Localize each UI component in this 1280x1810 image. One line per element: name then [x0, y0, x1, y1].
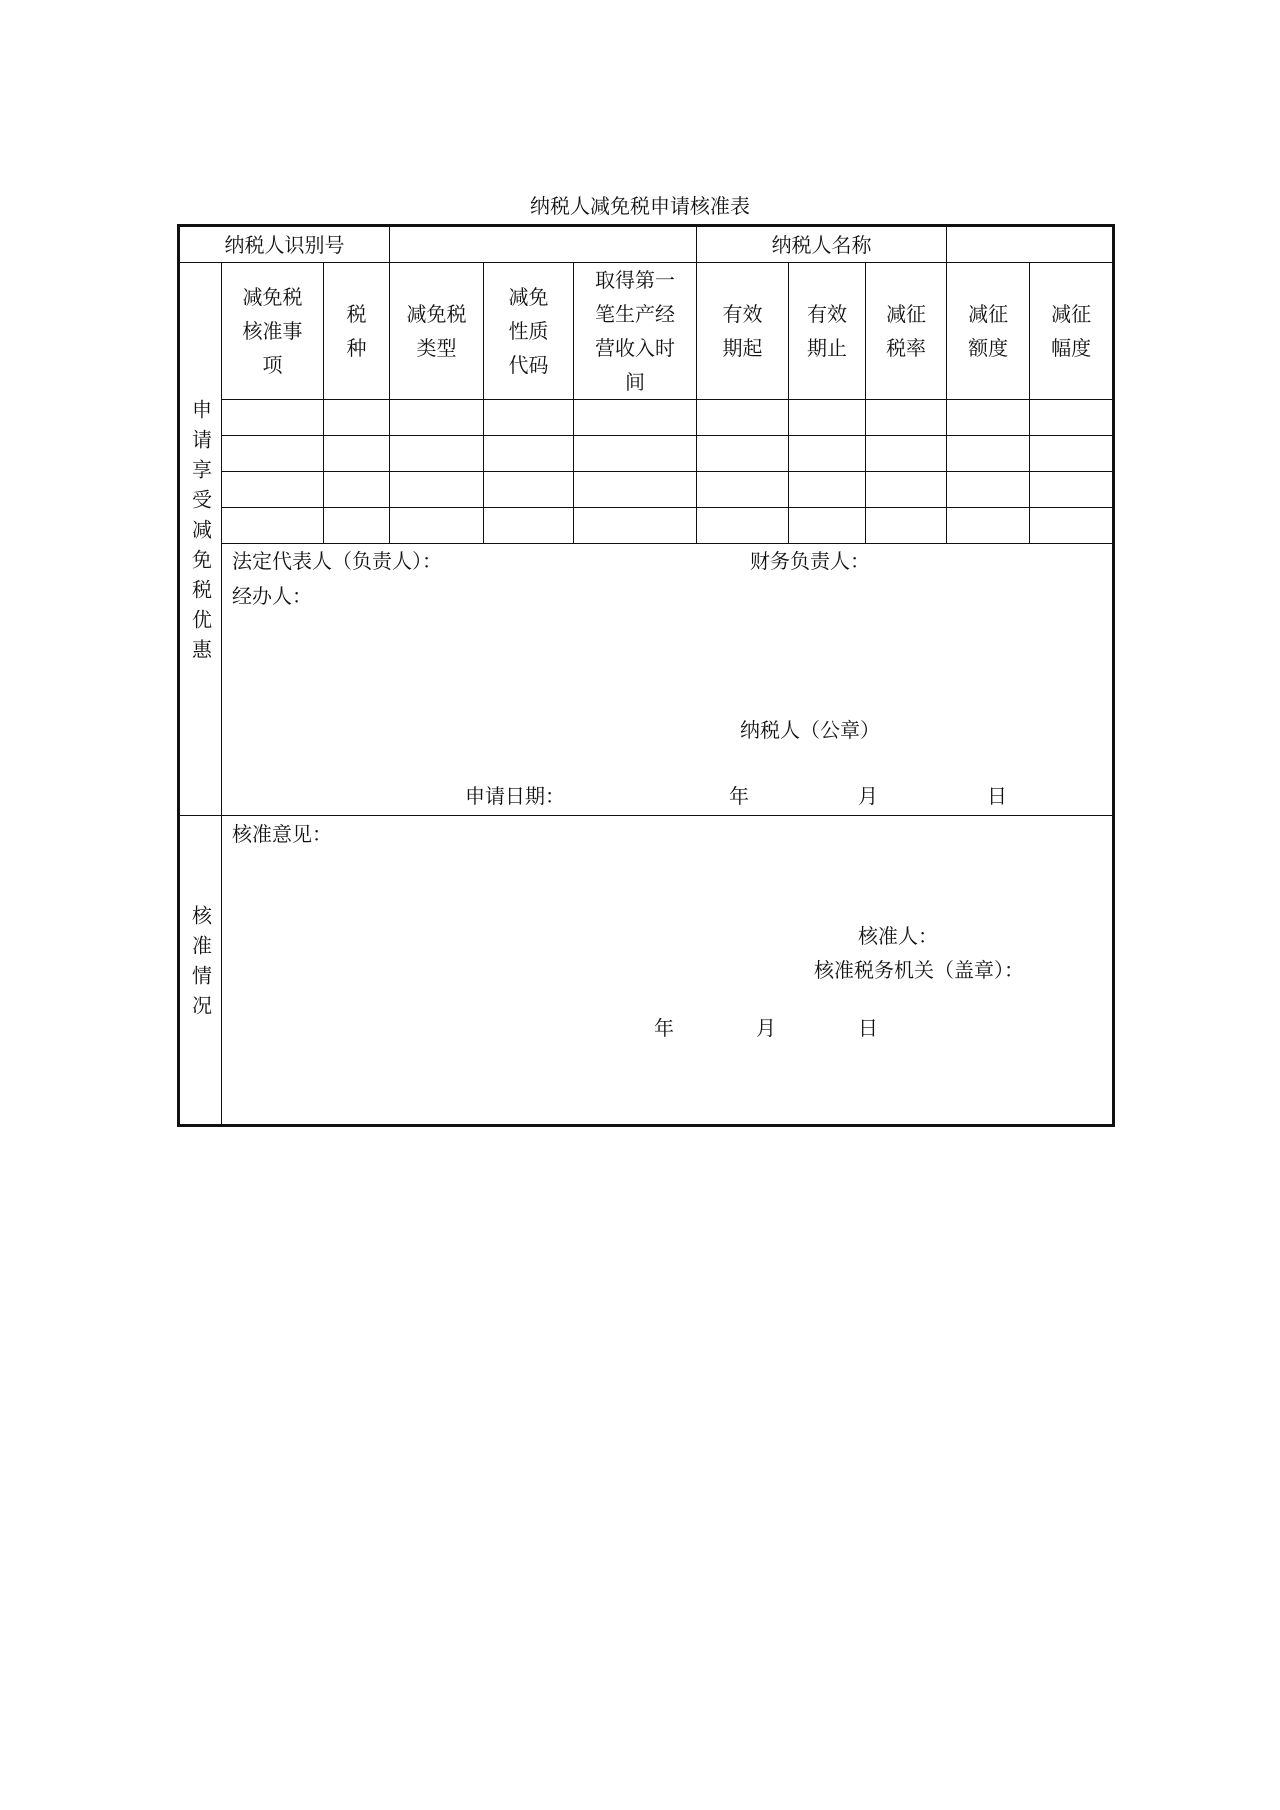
- apply-side-label: 申请享受减免税优惠: [188, 399, 213, 669]
- column-header: 减免 性质 代码: [484, 263, 574, 400]
- table-cell[interactable]: [697, 472, 789, 508]
- apply-day-label: 日: [987, 784, 1007, 808]
- column-header: 减征 幅度: [1030, 263, 1114, 400]
- tax-relief-form: [177, 224, 1115, 1127]
- table-row: [179, 508, 1114, 544]
- column-header-row: [179, 263, 1114, 400]
- table-cell[interactable]: [789, 400, 866, 436]
- table-cell[interactable]: [324, 400, 390, 436]
- table-cell[interactable]: [789, 436, 866, 472]
- table-cell[interactable]: [789, 472, 866, 508]
- table-cell[interactable]: [947, 400, 1030, 436]
- table-cell[interactable]: [390, 472, 484, 508]
- handler-label: 经办人：: [232, 584, 312, 608]
- table-cell[interactable]: [1030, 400, 1114, 436]
- table-cell[interactable]: [484, 472, 574, 508]
- approval-day-label: 日: [858, 1016, 878, 1040]
- table-cell[interactable]: [390, 436, 484, 472]
- table-cell[interactable]: [947, 436, 1030, 472]
- header-row: [179, 226, 1114, 263]
- table-cell[interactable]: [697, 400, 789, 436]
- table-cell[interactable]: [947, 472, 1030, 508]
- apply-year-label: 年: [729, 784, 749, 808]
- taxpayer-id-label: 纳税人识别号: [179, 226, 390, 263]
- approver-label: 核准人：: [858, 924, 938, 948]
- table-cell[interactable]: [324, 436, 390, 472]
- taxpayer-id-field[interactable]: [390, 226, 697, 263]
- column-header: 减免税 类型: [390, 263, 484, 400]
- table-cell[interactable]: [1030, 472, 1114, 508]
- legal-rep-label: 法定代表人（负责人）：: [232, 549, 442, 573]
- table-cell[interactable]: [574, 436, 697, 472]
- table-cell[interactable]: [484, 400, 574, 436]
- table-cell[interactable]: [390, 400, 484, 436]
- taxpayer-seal-label: 纳税人（公章）: [740, 718, 880, 742]
- table-cell[interactable]: [574, 400, 697, 436]
- approval-opinion-label: 核准意见：: [232, 822, 332, 846]
- apply-date-label: 申请日期：: [465, 784, 565, 808]
- form-title: 纳税人减免税申请核准表: [530, 194, 750, 218]
- approval-month-label: 月: [756, 1016, 776, 1040]
- column-header: 减免税 核准事 项: [222, 263, 324, 400]
- taxpayer-name-label: 纳税人名称: [697, 226, 947, 263]
- table-cell[interactable]: [484, 436, 574, 472]
- approval-side-label: 核准情况: [188, 905, 213, 1025]
- column-header: 减征 税率: [866, 263, 947, 400]
- column-header: 减征 额度: [947, 263, 1030, 400]
- column-header: 税 种: [324, 263, 390, 400]
- table-row: [179, 472, 1114, 508]
- approval-row: [179, 816, 1114, 1126]
- approval-side-label-cell: [179, 816, 222, 1126]
- table-cell[interactable]: [222, 508, 324, 544]
- column-header: 有效 期起: [697, 263, 789, 400]
- table-cell[interactable]: [390, 508, 484, 544]
- table-row: [179, 436, 1114, 472]
- table-cell[interactable]: [866, 472, 947, 508]
- taxpayer-name-field[interactable]: [947, 226, 1114, 263]
- table-cell[interactable]: [947, 508, 1030, 544]
- column-header: 取得第一 笔生产经 营收入时 间: [574, 263, 697, 400]
- table-cell[interactable]: [1030, 508, 1114, 544]
- table-cell[interactable]: [866, 436, 947, 472]
- approval-year-label: 年: [654, 1016, 674, 1040]
- table-cell[interactable]: [222, 436, 324, 472]
- table-cell[interactable]: [574, 508, 697, 544]
- table-cell[interactable]: [324, 472, 390, 508]
- table-row: [179, 400, 1114, 436]
- apply-month-label: 月: [858, 784, 878, 808]
- finance-head-label: 财务负责人：: [750, 549, 870, 573]
- table-cell[interactable]: [866, 508, 947, 544]
- table-cell[interactable]: [324, 508, 390, 544]
- table-cell[interactable]: [697, 436, 789, 472]
- signature-row: [179, 544, 1114, 816]
- tax-office-seal-label: 核准税务机关（盖章）：: [814, 958, 1024, 982]
- table-cell[interactable]: [697, 508, 789, 544]
- table-cell[interactable]: [1030, 436, 1114, 472]
- table-cell[interactable]: [222, 400, 324, 436]
- column-header: 有效 期止: [789, 263, 866, 400]
- table-cell[interactable]: [574, 472, 697, 508]
- signature-block: [222, 544, 1114, 816]
- apply-side-label-cell: [179, 263, 222, 816]
- approval-block: [222, 816, 1114, 1126]
- table-cell[interactable]: [222, 472, 324, 508]
- table-cell[interactable]: [484, 508, 574, 544]
- table-cell[interactable]: [866, 400, 947, 436]
- table-cell[interactable]: [789, 508, 866, 544]
